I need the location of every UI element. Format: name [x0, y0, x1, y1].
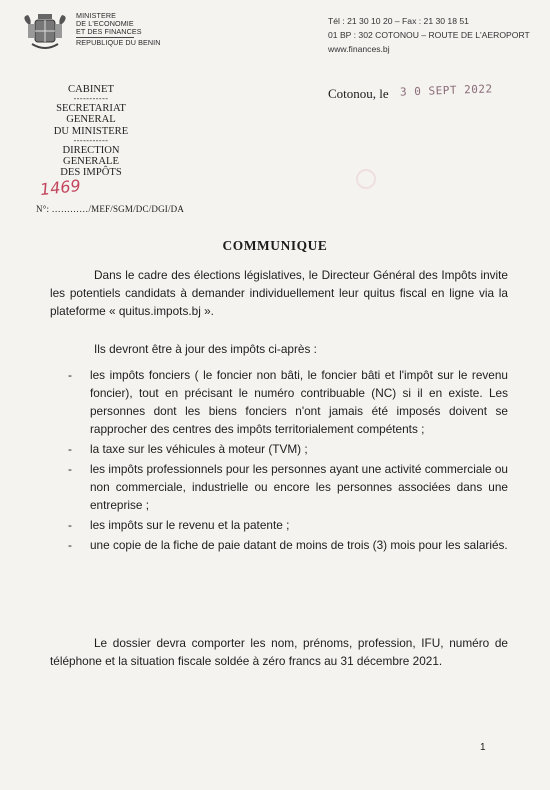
republic-label: REPUBLIQUE DU BENIN: [76, 38, 161, 47]
ministry-block: [76, 12, 161, 47]
service-dgi-line: DES IMPÔTS: [60, 167, 122, 179]
services-block: [36, 84, 146, 178]
contact-phone: Tél : 21 30 10 20 – Fax : 21 30 18 51: [328, 16, 469, 26]
list-item: [68, 516, 508, 534]
page-title: COMMUNIQUE: [222, 238, 328, 253]
faint-stamp-icon: [355, 168, 377, 190]
list-item: [68, 460, 508, 514]
bullet-marker: -: [68, 442, 72, 456]
service-separator: -----------: [73, 135, 109, 145]
reference-number: N°: …………/MEF/SGM/DC/DGI/DA: [36, 204, 185, 214]
handwritten-number: 1469: [39, 175, 82, 200]
lead-text: Ils devront être à jour des impôts ci-après :: [94, 342, 317, 356]
ministry-line: DE L'ECONOMIE: [76, 19, 134, 28]
bullet-marker: -: [68, 462, 72, 476]
service-dgi-line: DIRECTION GENERALE: [62, 144, 120, 168]
list-item: [68, 536, 508, 554]
closing-paragraph: [50, 634, 508, 670]
list-item: [68, 366, 508, 438]
service-sgm-line: SECRETARIAT GENERAL: [56, 103, 126, 126]
ministry-line: ET DES FINANCES: [76, 27, 142, 36]
bullet-marker: -: [68, 538, 72, 552]
service-sgm-line: DU MINISTERE: [53, 125, 129, 137]
list-item: [68, 440, 508, 458]
list-item-text: les impôts professionnels pour les personnes ayant une activité commerciale ou non commerciale, industrielle ou encore les personnes associées dans une entreprise ;: [90, 462, 508, 512]
requirements-list: [68, 366, 508, 556]
coat-of-arms-icon: [20, 12, 70, 56]
intro-paragraph: [50, 266, 508, 320]
service-separator: -----------: [73, 94, 109, 104]
contact-address: 01 BP : 302 COTONOU – ROUTE DE L'AEROPORT: [328, 30, 530, 40]
bullet-marker: -: [68, 518, 72, 532]
list-item-text: les impôts fonciers ( le foncier non bâti, le foncier bâti et l'impôt sur le revenu foncier), tout en précisant le numéro contribuable (NC) si il en existe. Les personnes dont les biens fonciers n'ont jamais été imposés doivent se rapprocher des centres des impôts territorialement compétents ;: [90, 368, 508, 436]
service-cabinet: CABINET: [68, 84, 114, 95]
list-item-text: la taxe sur les véhicules à moteur (TVM) ;: [90, 442, 308, 456]
list-item-text: les impôts sur le revenu et la patente ;: [90, 518, 290, 532]
page-number: 1: [480, 742, 486, 753]
lead-paragraph: [50, 340, 508, 358]
contact-block: [328, 14, 530, 56]
place-label: Cotonou, le: [328, 86, 389, 101]
ministry-line: MINISTERE: [76, 11, 117, 20]
intro-text: Dans le cadre des élections législatives, le Directeur Général des Impôts invite les potentiels candidats à demander individuellement leur quitus fiscal en ligne via la plateforme « quitus.impots.bj ».: [50, 268, 508, 318]
date-stamp: 3 0 SEPT 2022: [399, 82, 493, 99]
list-item-text: une copie de la fiche de paie datant de moins de trois (3) mois pour les salariés.: [90, 538, 508, 552]
contact-website: www.finances.bj: [328, 44, 390, 54]
bullet-marker: -: [68, 368, 72, 382]
closing-text: Le dossier devra comporter les nom, prénoms, profession, IFU, numéro de téléphone et la situation fiscale soldée à zéro francs au 31 décembre 2021.: [50, 636, 508, 668]
